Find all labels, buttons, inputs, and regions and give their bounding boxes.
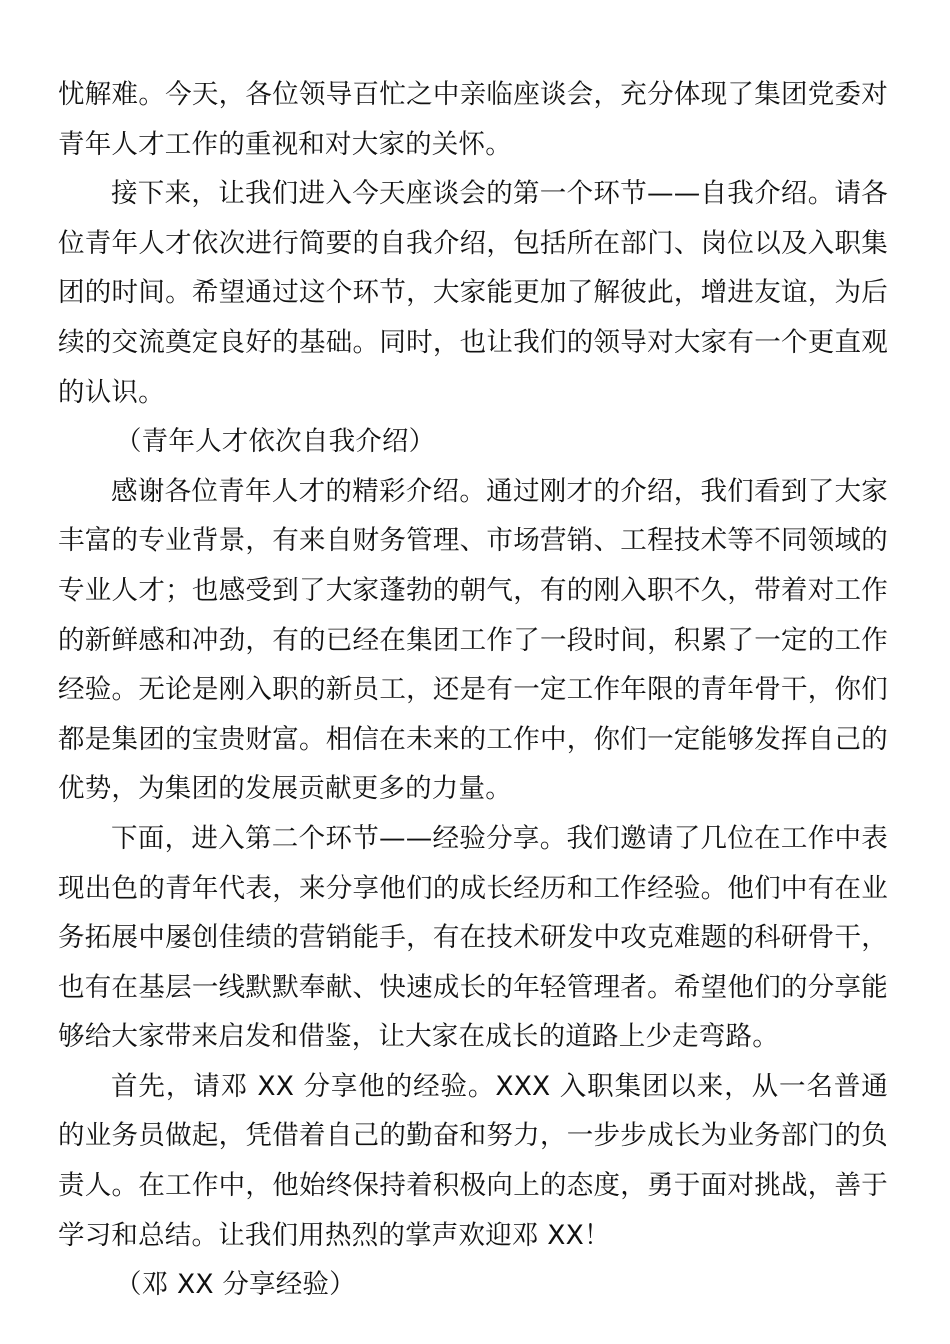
paragraph-first-speaker: 首先，请邓 XX 分享他的经验。XXX 入职集团以来，从一名普通的业务员做起，凭借着自己的勤奋和努力，一步步成长为业务部门的负责人。在工作中，他始终保持着积极向上的态度，勇于面对挑战，善于学习和总结。让我们用热烈的掌声欢迎邓 XX！ — [58, 1070, 888, 1251]
stage-note-speaker-sharing: （邓 XX 分享经验） — [114, 1269, 356, 1301]
paragraph-self-introduction: 接下来，让我们进入今天座谈会的第一个环节——自我介绍。请各位青年人才依次进行简要的自我介绍，包括所在部门、岗位以及入职集团的时间。希望通过这个环节，大家能更加了解彼此，增进友谊，为后续的交流奠定良好的基础。同时，也让我们的领导对大家有一个更直观的认识。 — [58, 178, 888, 408]
stage-note-self-introduction: （青年人才依次自我介绍） — [114, 426, 436, 458]
paragraph-continued: 忧解难。今天，各位领导百忙之中亲临座谈会，充分体现了集团党委对青年人才工作的重视和对大家的关怀。 — [58, 79, 888, 160]
paragraph-thanks: 感谢各位青年人才的精彩介绍。通过刚才的介绍，我们看到了大家丰富的专业背景，有来自财务管理、市场营销、工程技术等不同领域的专业人才；也感受到了大家蓬勃的朝气，有的刚入职不久，带着对工作的新鲜感和冲劲，有的已经在集团工作了一段时间，积累了一定的工作经验。无论是刚入职的新员工，还是有一定工作年限的青年骨干，你们都是集团的宝贵财富。相信在未来的工作中，你们一定能够发挥自己的优势，为集团的发展贡献更多的力量。 — [58, 475, 888, 805]
document-body — [58, 70, 888, 1310]
paragraph-experience-sharing: 下面，进入第二个环节——经验分享。我们邀请了几位在工作中表现出色的青年代表，来分享他们的成长经历和工作经验。他们中有在业务拓展中屡创佳绩的营销能手，有在技术研发中攻克难题的科研骨干，也有在基层一线默默奉献、快速成长的年轻管理者。希望他们的分享能够给大家带来启发和借鉴，让大家在成长的道路上少走弯路。 — [58, 822, 888, 1053]
